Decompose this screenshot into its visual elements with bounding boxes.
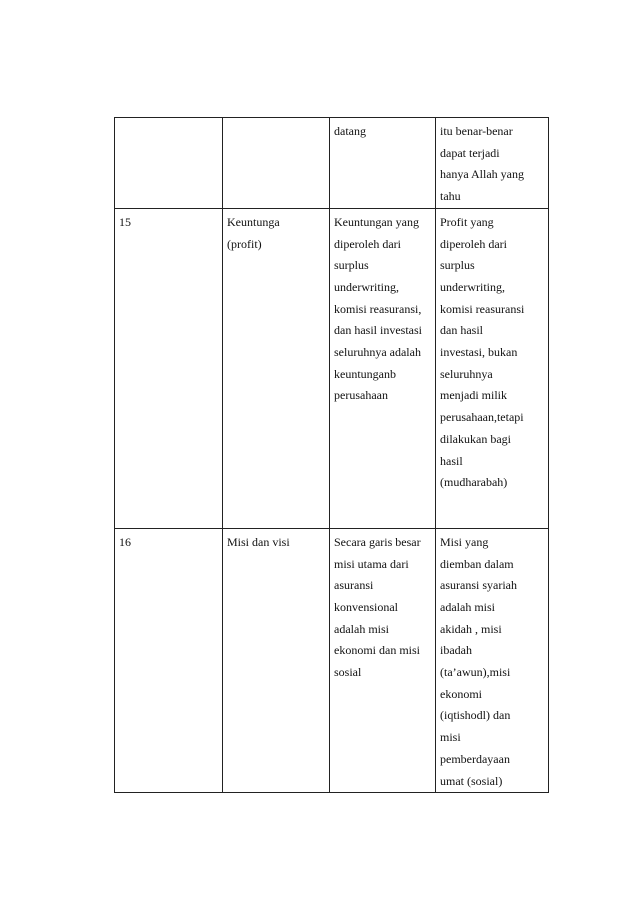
cell-text-line: perusahaan,tetapi	[440, 410, 524, 425]
cell-number	[115, 208, 223, 528]
cell-text-line: konvensional	[334, 599, 398, 614]
cell-text-line: Profit yang	[440, 214, 494, 229]
cell-text-line: Keuntungan yang	[334, 214, 419, 229]
cell-text-line: pemberdayaan	[440, 751, 510, 766]
cell-text-line: komisi reasuransi	[440, 301, 525, 316]
cell-text-line: dan hasil investasi	[334, 323, 422, 338]
cell-text-line: asuransi	[334, 578, 374, 593]
cell-conventional	[330, 208, 436, 528]
cell-text-line: underwriting,	[440, 279, 505, 294]
cell-text-line: akidah , misi	[440, 621, 502, 636]
cell-text-line: (profit)	[227, 236, 262, 251]
table-row	[115, 118, 549, 209]
cell-sharia	[436, 118, 549, 209]
cell-text-line: ibadah	[440, 643, 472, 658]
cell-text-line: ekonomi	[440, 686, 482, 701]
cell-text-line: dan hasil	[440, 323, 483, 338]
cell-text-line: itu benar-benar	[440, 124, 513, 138]
cell-text-line: seluruhnya	[440, 366, 493, 381]
comparison-table	[114, 117, 549, 793]
cell-text-line: ekonomi dan misi	[334, 643, 420, 658]
cell-text-line: sosial	[334, 665, 362, 680]
cell-text-line: Keuntunga	[227, 214, 280, 229]
table-row	[115, 528, 549, 792]
table-row	[115, 208, 549, 528]
cell-text-line: adalah misi	[334, 621, 389, 636]
cell-text-line: diperoleh dari	[334, 236, 401, 251]
cell-text-line: surplus	[440, 258, 475, 273]
cell-conventional	[330, 528, 436, 792]
cell-text-line: (mudharabah)	[440, 475, 508, 490]
cell-text-line: Misi yang	[440, 534, 489, 549]
cell-text-line: Misi dan visi	[227, 534, 290, 549]
cell-aspect	[223, 118, 330, 209]
cell-aspect	[223, 528, 330, 792]
cell-text-line: perusahaan	[334, 388, 388, 403]
cell-text-line: surplus	[334, 258, 369, 273]
cell-text-line: umat (sosial)	[440, 773, 503, 788]
cell-text-line: misi	[440, 730, 461, 745]
cell-conventional	[330, 118, 436, 209]
cell-text-line: investasi, bukan	[440, 345, 518, 360]
cell-text-line: dilakukan bagi	[440, 431, 511, 446]
cell-text-line: seluruhnya adalah	[334, 345, 421, 360]
table-body	[115, 118, 549, 793]
cell-text-line: asuransi syariah	[440, 578, 517, 593]
cell-text-line: diemban dalam	[440, 556, 514, 571]
cell-text-line: 16	[119, 534, 131, 549]
cell-text-line: diperoleh dari	[440, 236, 507, 251]
cell-text-line: hanya Allah yang	[440, 167, 524, 182]
cell-text-line: 15	[119, 214, 131, 229]
cell-text-line: komisi reasuransi,	[334, 301, 422, 316]
cell-text-line: Secara garis besar	[334, 534, 421, 549]
cell-text-line: adalah misi	[440, 599, 495, 614]
cell-text-line: hasil	[440, 453, 463, 468]
cell-text-line: underwriting,	[334, 279, 399, 294]
cell-aspect	[223, 208, 330, 528]
cell-text-line: keuntunganb	[334, 366, 396, 381]
cell-text-line: misi utama dari	[334, 556, 409, 571]
cell-number	[115, 528, 223, 792]
cell-text-line: dapat terjadi	[440, 145, 500, 160]
cell-text-line: datang	[334, 124, 366, 138]
cell-sharia	[436, 528, 549, 792]
cell-text-line: tahu	[440, 189, 461, 204]
cell-text-line: (iqtishodl) dan	[440, 708, 511, 723]
cell-number	[115, 118, 223, 209]
cell-text-line: menjadi milik	[440, 388, 507, 403]
cell-text-line: (ta’awun),misi	[440, 665, 511, 680]
cell-sharia	[436, 208, 549, 528]
